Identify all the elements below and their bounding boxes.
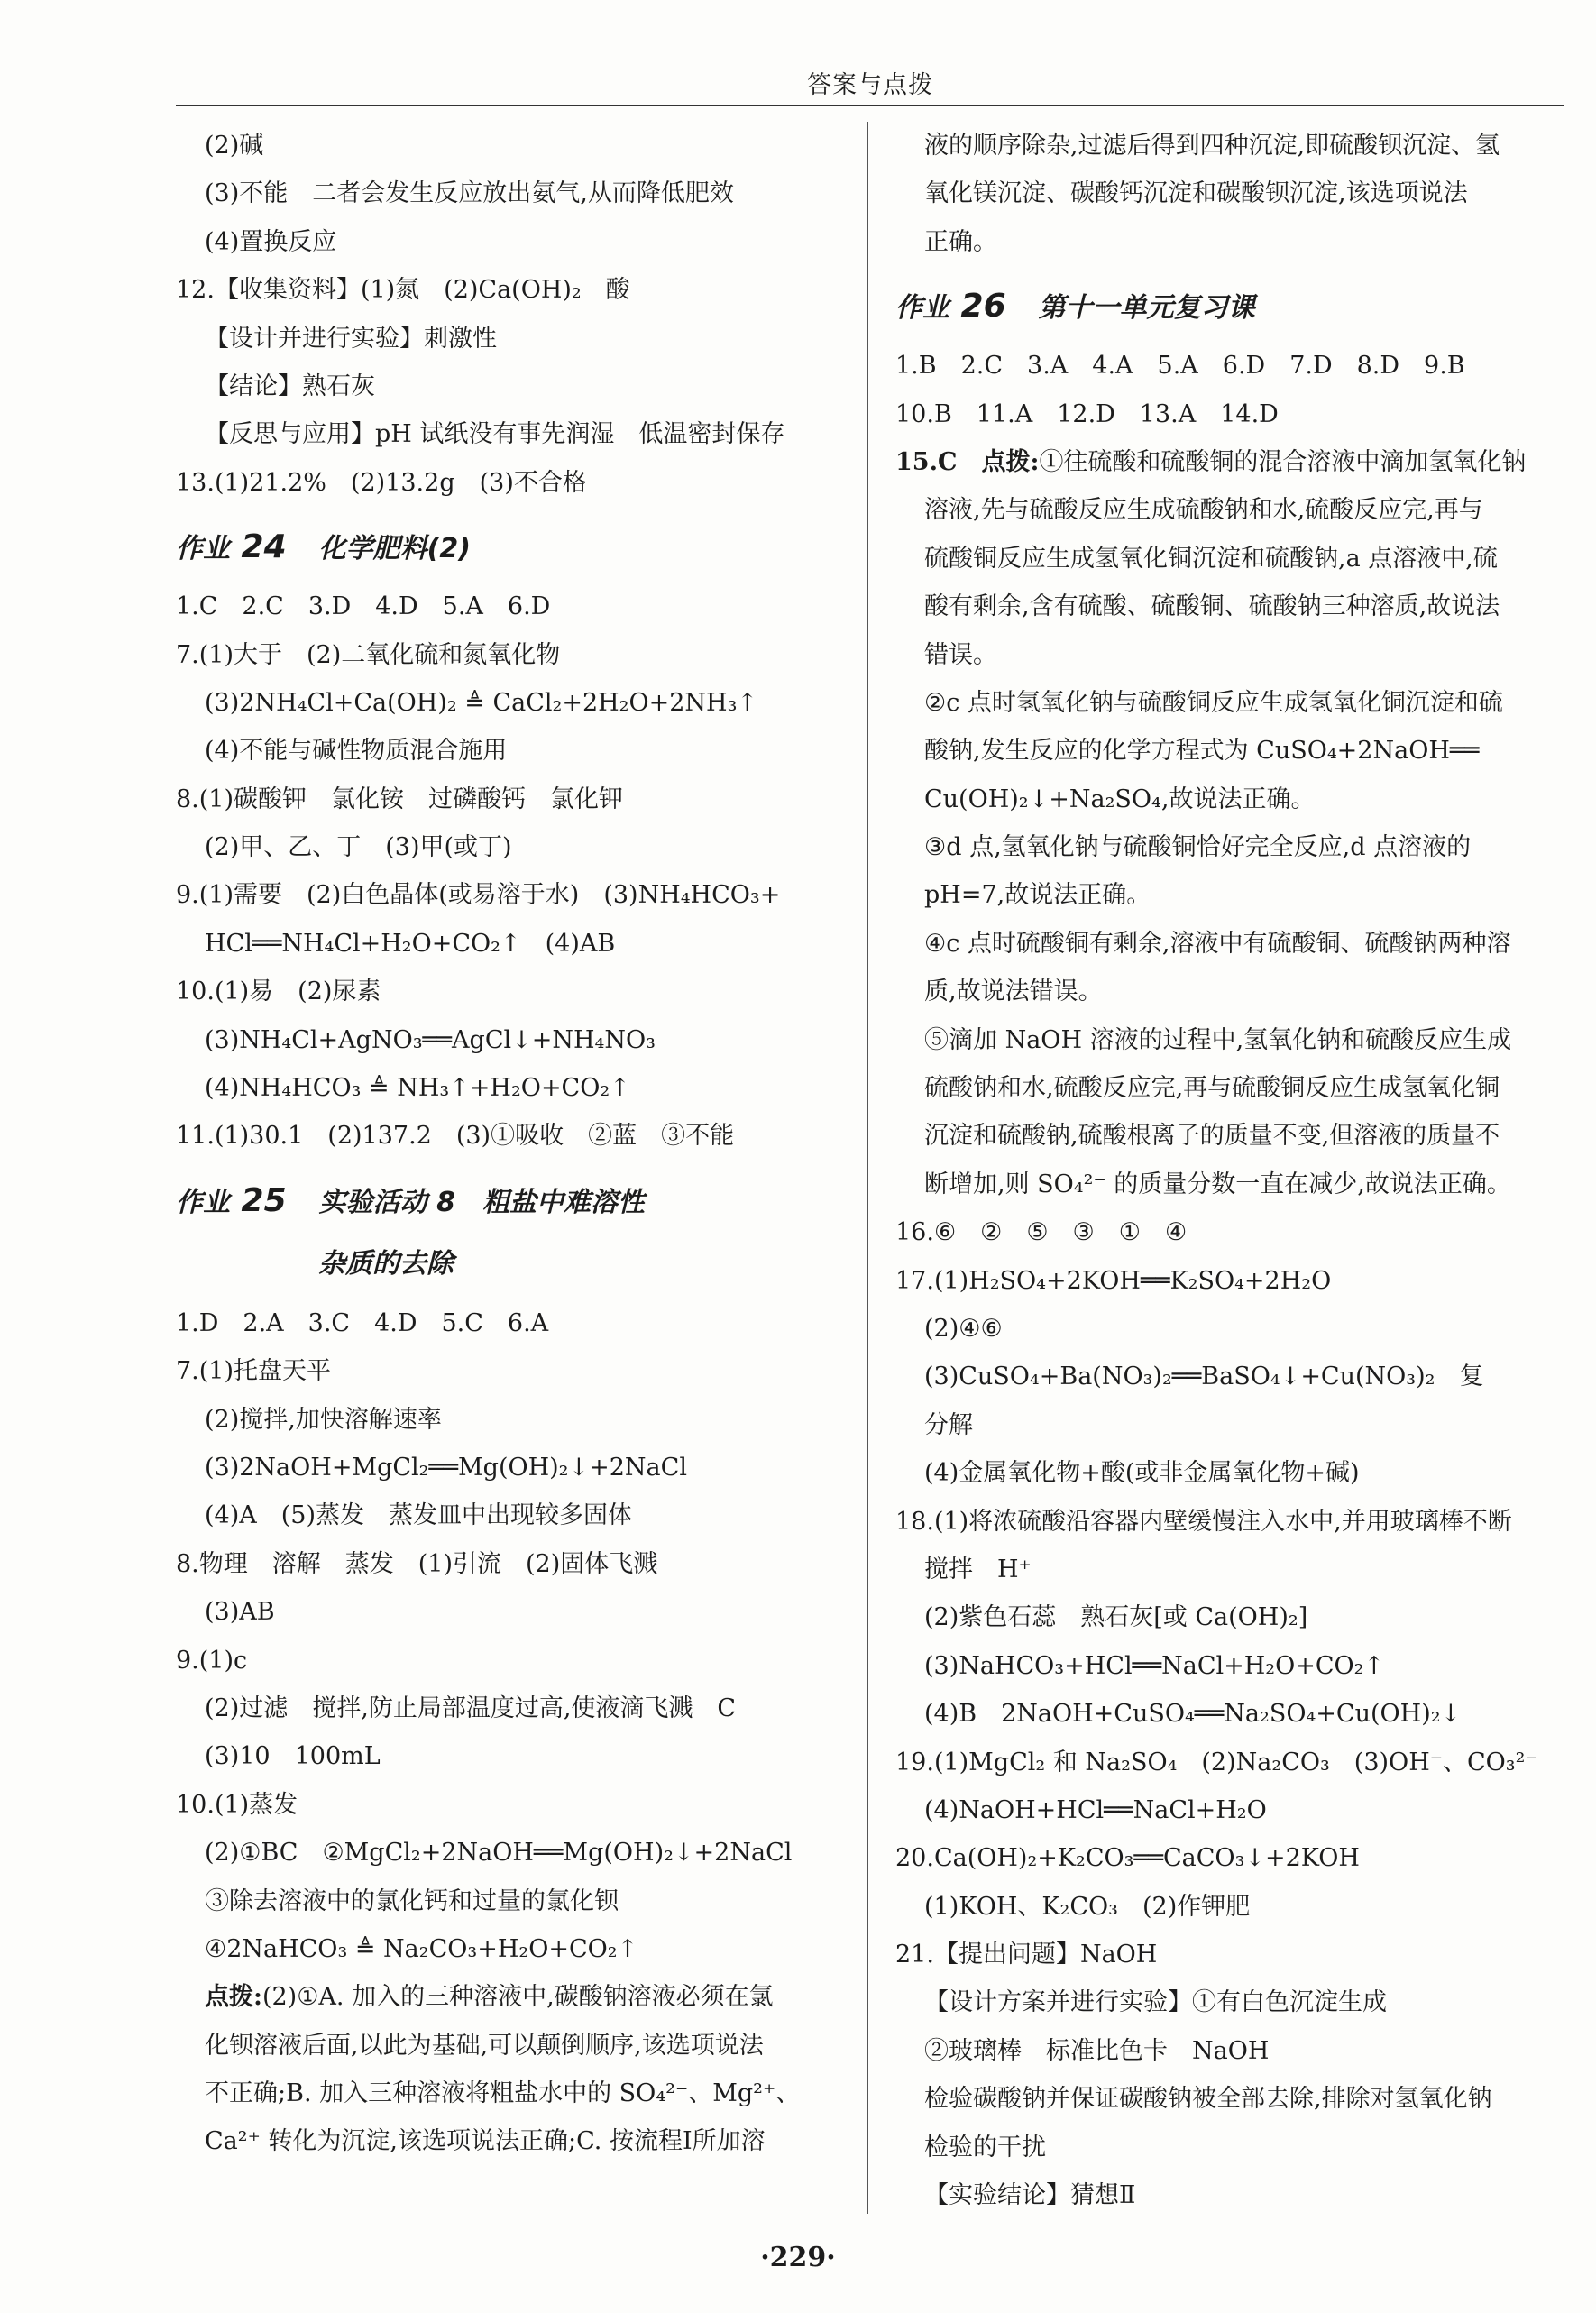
answer-text: 硫酸钠和水,硫酸反应完,再与硫酸铜反应生成氢氧化铜 bbox=[924, 1074, 1500, 1103]
answer-line bbox=[895, 2124, 1564, 2171]
answer-text: ⑤滴加 NaOH 溶液的过程中,氢氧化钠和硫酸反应生成 bbox=[924, 1025, 1512, 1054]
answer-text: 20.Ca(OH)₂+K₂CO₃══CaCO₃↓+2KOH bbox=[895, 1844, 1360, 1873]
answer-text: (1)KOH、K₂CO₃ (2)作钾肥 bbox=[924, 1892, 1251, 1921]
answer-text: 19.(1)MgCl₂ 和 Na₂SO₄ (2)Na₂CO₃ (3)OH⁻、CO₃²⁻ bbox=[895, 1748, 1538, 1776]
answer-text: 8.(1)碳酸钾 氯化铵 过磷酸钙 氯化钾 bbox=[176, 785, 624, 813]
answer-line bbox=[176, 583, 839, 630]
page-header: 答案与点拨 bbox=[807, 71, 933, 99]
answer-text: (3)2NH₄Cl+Ca(OH)₂ ≜ CaCl₂+2H₂O+2NH₃↑ bbox=[205, 688, 758, 717]
answer-text: (3)10 100mL bbox=[205, 1742, 381, 1771]
answer-line bbox=[176, 679, 839, 727]
section-heading bbox=[176, 519, 839, 575]
answer-line bbox=[895, 920, 1564, 968]
answer-line bbox=[176, 170, 839, 217]
answer-line bbox=[176, 1973, 839, 2021]
answer-text: (4)不能与碱性物质混合施用 bbox=[205, 737, 508, 766]
answer-line bbox=[895, 968, 1564, 1015]
section-title: 实验活动 8 粗盐中难溶性 bbox=[318, 1186, 645, 1218]
answer-line bbox=[176, 1064, 839, 1112]
answer-line bbox=[176, 459, 839, 507]
answer-line bbox=[895, 1739, 1564, 1786]
answer-text: 1.B 2.C 3.A 4.A 5.A 6.D 7.D 8.D 9.B bbox=[895, 352, 1465, 381]
answer-text: 【设计并进行实验】刺激性 bbox=[205, 324, 497, 353]
answer-line bbox=[895, 170, 1564, 217]
answer-line bbox=[176, 1637, 839, 1684]
answer-text: (2)①A. 加入的三种溶液中,碳酸钠溶液必须在氯 bbox=[261, 1983, 774, 2012]
section-title-continued: 杂质的去除 bbox=[318, 1247, 454, 1280]
answer-text: (3)CuSO₄+Ba(NO₃)₂══BaSO₄↓+Cu(NO₃)₂ 复 bbox=[924, 1363, 1484, 1391]
answer-text: 10.B 11.A 12.D 13.A 14.D bbox=[895, 399, 1279, 428]
answer-text: ③除去溶液中的氯化钙和过量的氯化钡 bbox=[205, 1886, 619, 1915]
answer-text: (4)B 2NaOH+CuSO₄══Na₂SO₄+Cu(OH)₂↓ bbox=[924, 1700, 1462, 1729]
answer-text: 搅拌 H⁺ bbox=[924, 1555, 1032, 1583]
answer-line bbox=[895, 679, 1564, 727]
answer-line bbox=[895, 122, 1564, 170]
answer-text: (4)NH₄HCO₃ ≜ NH₃↑+H₂O+CO₂↑ bbox=[205, 1074, 630, 1103]
answer-text: ③d 点,氢氧化钠与硫酸铜恰好完全反应,d 点溶液的 bbox=[924, 833, 1472, 862]
answer-line bbox=[176, 1112, 839, 1160]
answer-text: 16.⑥ ② ⑤ ③ ① ④ bbox=[895, 1218, 1188, 1247]
answer-line bbox=[176, 2070, 839, 2117]
answer-line bbox=[895, 438, 1564, 486]
answer-line bbox=[176, 363, 839, 410]
hint-label: 点拨: bbox=[205, 1983, 262, 2012]
answer-line bbox=[176, 631, 839, 679]
section-number: 24 bbox=[230, 528, 319, 566]
answer-line bbox=[895, 1883, 1564, 1931]
answer-text: 1.D 2.A 3.C 4.D 5.C 6.A bbox=[176, 1308, 549, 1337]
answer-line bbox=[895, 1642, 1564, 1690]
answer-text: (2)紫色石蕊 熟石灰[或 Ca(OH)₂] bbox=[924, 1603, 1308, 1632]
answer-text: 12.【收集资料】(1)氮 (2)Ca(OH)₂ 酸 bbox=[176, 276, 630, 305]
answer-line bbox=[895, 1401, 1564, 1449]
answer-text: 检验碳酸钠并保证碳酸钠被全部去除,排除对氢氧化钠 bbox=[924, 2085, 1492, 2114]
answer-line bbox=[176, 776, 839, 823]
answer-text: (3)不能 二者会发生反应放出氨气,从而降低肥效 bbox=[205, 179, 734, 208]
answer-text: (2)④⑥ bbox=[924, 1314, 1003, 1343]
answer-text: pH=7,故说法正确。 bbox=[924, 881, 1151, 910]
answer-line bbox=[895, 1498, 1564, 1546]
answer-line bbox=[895, 2027, 1564, 2075]
right-column bbox=[895, 122, 1564, 2219]
answer-line bbox=[895, 823, 1564, 871]
answer-text: 13.(1)21.2% (2)13.2g (3)不合格 bbox=[176, 468, 587, 497]
answer-text: (4)NaOH+HCl══NaCl+H₂O bbox=[924, 1795, 1267, 1824]
answer-text: (3)NaHCO₃+HCl══NaCl+H₂O+CO₂↑ bbox=[924, 1651, 1385, 1680]
section-heading bbox=[176, 1173, 839, 1229]
answer-line bbox=[895, 390, 1564, 438]
page-number: ·229· bbox=[760, 2242, 836, 2273]
section-heading bbox=[895, 279, 1564, 335]
answer-text: 9.(1)c bbox=[176, 1646, 248, 1675]
answer-line bbox=[895, 486, 1564, 534]
answer-line bbox=[895, 218, 1564, 266]
answer-line bbox=[176, 1925, 839, 1973]
answer-line bbox=[895, 1593, 1564, 1641]
answer-text: (2)①BC ②MgCl₂+2NaOH══Mg(OH)₂↓+2NaCl bbox=[205, 1839, 793, 1868]
answer-text: 7.(1)托盘天平 bbox=[176, 1357, 332, 1386]
answer-text: (3)2NaOH+MgCl₂══Mg(OH)₂↓+2NaCl bbox=[205, 1453, 687, 1482]
section-title: 第十一单元复习课 bbox=[1038, 292, 1255, 325]
answer-line bbox=[895, 1546, 1564, 1593]
answer-line bbox=[895, 2171, 1564, 2219]
answer-line bbox=[176, 2022, 839, 2070]
section-prefix: 作业 bbox=[176, 1186, 230, 1218]
answer-line bbox=[176, 1588, 839, 1636]
answer-line bbox=[895, 871, 1564, 919]
answer-text: ④2NaHCO₃ ≜ Na₂CO₃+H₂O+CO₂↑ bbox=[205, 1934, 638, 1963]
answer-text: ①往硫酸和硫酸铜的混合溶液中滴加氢氧化钠 bbox=[1039, 447, 1527, 476]
answer-line bbox=[176, 1732, 839, 1780]
hint-label: 15.C 点拨: bbox=[895, 447, 1040, 476]
answer-text: 检验的干扰 bbox=[924, 2133, 1046, 2162]
answer-text: 17.(1)H₂SO₄+2KOH══K₂SO₄+2H₂O bbox=[895, 1266, 1332, 1295]
answer-line bbox=[895, 1208, 1564, 1256]
answer-line bbox=[176, 920, 839, 968]
answer-line bbox=[895, 1257, 1564, 1305]
answer-text: 断增加,则 SO₄²⁻ 的质量分数一直在减少,故说法正确。 bbox=[924, 1170, 1511, 1198]
section-title: 化学肥料(2) bbox=[318, 533, 471, 565]
answer-text: 酸钠,发生反应的化学方程式为 CuSO₄+2NaOH══ bbox=[924, 737, 1480, 766]
answer-line bbox=[895, 1834, 1564, 1882]
answer-line bbox=[895, 1786, 1564, 1834]
answer-text: 质,故说法错误。 bbox=[924, 978, 1103, 1006]
answer-text: ②c 点时氢氧化钠与硫酸铜反应生成氢氧化铜沉淀和硫 bbox=[924, 688, 1503, 717]
answer-line bbox=[176, 1540, 839, 1588]
answer-text: (2)碱 bbox=[205, 132, 264, 160]
answer-text: 21.【提出问题】NaOH bbox=[895, 1941, 1158, 1969]
answer-text: (2)甲、乙、丁 (3)甲(或丁) bbox=[205, 833, 512, 862]
header-rule bbox=[176, 105, 1564, 106]
answer-text: (4)金属氧化物+酸(或非金属氧化物+碱) bbox=[924, 1459, 1360, 1488]
answer-line bbox=[176, 1347, 839, 1395]
answer-line bbox=[176, 968, 839, 1015]
answer-line bbox=[176, 266, 839, 314]
section-number: 25 bbox=[230, 1181, 319, 1219]
answer-line bbox=[176, 218, 839, 266]
answer-line bbox=[176, 2117, 839, 2165]
answer-line bbox=[895, 1161, 1564, 1208]
answer-text: 9.(1)需要 (2)白色晶体(或易溶于水) (3)NH₄HCO₃+ bbox=[176, 881, 781, 910]
answer-line bbox=[895, 1978, 1564, 2026]
answer-line bbox=[176, 122, 839, 170]
answer-text: 溶液,先与硫酸反应生成硫酸钠和水,硫酸反应完,再与 bbox=[924, 496, 1483, 525]
answer-text: ④c 点时硫酸铜有剩余,溶液中有硫酸铜、硫酸钠两种溶 bbox=[924, 929, 1511, 958]
answer-text: 分解 bbox=[924, 1410, 973, 1439]
answer-text: 18.(1)将浓硫酸沿容器内壁缓慢注入水中,并用玻璃棒不断 bbox=[895, 1507, 1512, 1536]
answer-text: 8.物理 溶解 蒸发 (1)引流 (2)固体飞溅 bbox=[176, 1549, 658, 1578]
answer-text: (3)AB bbox=[205, 1598, 275, 1627]
answer-text: 氧化镁沉淀、碳酸钙沉淀和碳酸钡沉淀,该选项说法 bbox=[924, 179, 1468, 208]
answer-text: 11.(1)30.1 (2)137.2 (3)①吸收 ②蓝 ③不能 bbox=[176, 1122, 735, 1151]
answer-line bbox=[895, 1016, 1564, 1064]
answer-line bbox=[895, 1305, 1564, 1353]
answer-text: (4)A (5)蒸发 蒸发皿中出现较多固体 bbox=[205, 1501, 632, 1530]
answer-line bbox=[176, 1684, 839, 1732]
answer-line bbox=[176, 410, 839, 458]
answer-text: 【反思与应用】pH 试纸没有事先润湿 低温密封保存 bbox=[205, 420, 785, 449]
answer-line bbox=[176, 1299, 839, 1347]
section-number: 26 bbox=[949, 288, 1039, 326]
answer-line bbox=[176, 727, 839, 775]
answer-text: 不正确;B. 加入三种溶液将粗盐水中的 SO₄²⁻、Mg²⁺、 bbox=[205, 2079, 801, 2108]
answer-text: 1.C 2.C 3.D 4.D 5.A 6.D bbox=[176, 592, 551, 621]
answer-line bbox=[895, 583, 1564, 630]
answer-text: 酸有剩余,含有硫酸、硫酸铜、硫酸钠三种溶质,故说法 bbox=[924, 592, 1500, 621]
left-column bbox=[176, 122, 839, 2166]
answer-text: Cu(OH)₂↓+Na₂SO₄,故说法正确。 bbox=[924, 785, 1316, 813]
answer-text: 【结论】熟石灰 bbox=[205, 372, 375, 400]
answer-line bbox=[895, 1449, 1564, 1497]
answer-text: 7.(1)大于 (2)二氧化硫和氮氧化物 bbox=[176, 640, 561, 669]
answer-line bbox=[176, 1781, 839, 1829]
answer-text: 正确。 bbox=[924, 227, 997, 256]
answer-line bbox=[176, 315, 839, 363]
answer-text: 10.(1)易 (2)尿素 bbox=[176, 978, 381, 1006]
answer-text: 硫酸铜反应生成氢氧化铜沉淀和硫酸钠,a 点溶液中,硫 bbox=[924, 544, 1498, 573]
answer-line bbox=[176, 871, 839, 919]
answer-line bbox=[895, 776, 1564, 823]
answer-text: (2)搅拌,加快溶解速率 bbox=[205, 1405, 442, 1434]
answer-text: Ca²⁺ 转化为沉淀,该选项说法正确;C. 按流程Ⅰ所加溶 bbox=[205, 2127, 766, 2156]
answer-line bbox=[895, 631, 1564, 679]
answer-line bbox=[895, 535, 1564, 583]
answer-line bbox=[895, 1690, 1564, 1738]
answer-text: 错误。 bbox=[924, 640, 997, 669]
answer-line bbox=[895, 1064, 1564, 1112]
section-prefix: 作业 bbox=[176, 533, 230, 565]
answer-text: 【实验结论】猜想Ⅱ bbox=[924, 2181, 1136, 2210]
answer-text: (3)NH₄Cl+AgNO₃══AgCl↓+NH₄NO₃ bbox=[205, 1025, 656, 1054]
answer-text: (4)置换反应 bbox=[205, 227, 337, 256]
answer-line bbox=[895, 1931, 1564, 1978]
answer-line bbox=[895, 1353, 1564, 1400]
answer-text: (2)过滤 搅拌,防止局部温度过高,使液滴飞溅 C bbox=[205, 1693, 737, 1722]
answer-line bbox=[895, 727, 1564, 775]
answer-line bbox=[176, 1016, 839, 1064]
answer-line bbox=[895, 1112, 1564, 1160]
answer-line bbox=[176, 1829, 839, 1877]
answer-text: 液的顺序除杂,过滤后得到四种沉淀,即硫酸钡沉淀、氢 bbox=[924, 132, 1500, 160]
answer-line bbox=[895, 2075, 1564, 2123]
answer-text: 沉淀和硫酸钠,硫酸根离子的质量不变,但溶液的质量不 bbox=[924, 1122, 1500, 1151]
answer-line bbox=[176, 1492, 839, 1539]
answer-line bbox=[176, 1444, 839, 1492]
answer-line bbox=[176, 823, 839, 871]
column-divider bbox=[867, 122, 868, 2214]
answer-text: 10.(1)蒸发 bbox=[176, 1790, 298, 1819]
answer-line bbox=[895, 342, 1564, 390]
answer-line bbox=[176, 1877, 839, 1925]
answer-text: HCl══NH₄Cl+H₂O+CO₂↑ (4)AB bbox=[205, 929, 616, 958]
section-prefix: 作业 bbox=[895, 292, 949, 325]
answer-text: 【设计方案并进行实验】①有白色沉淀生成 bbox=[924, 1988, 1387, 2017]
answer-text: 化钡溶液后面,以此为基础,可以颠倒顺序,该选项说法 bbox=[205, 2031, 764, 2060]
answer-text: ②玻璃棒 标准比色卡 NaOH bbox=[924, 2036, 1270, 2065]
answer-line bbox=[176, 1396, 839, 1444]
